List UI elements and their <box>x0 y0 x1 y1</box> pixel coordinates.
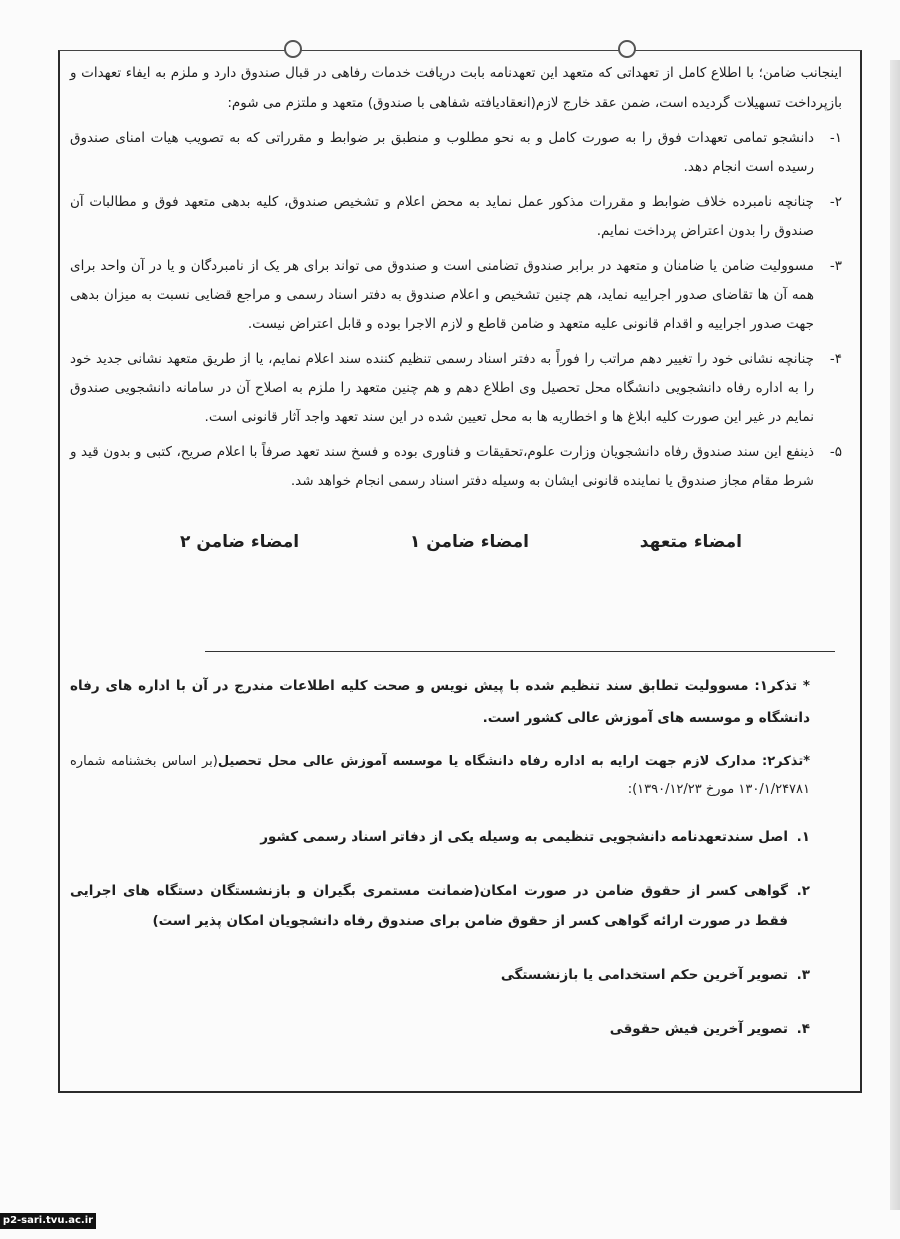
intro-paragraph: اینجانب ضامن؛ با اطلاع کامل از تعهداتی که متعهد این تعهدنامه بابت دریافت خدمات رفاهی در قبال صندوق دارد و ملزم به ایفاء تعهدات و بازپرداخت تسهیلات گردیده است، ضمن عقد خارج لازم(انعقادیافته شفاهی با صندوق) متعهد و ملتزم می شوم: <box>70 65 842 111</box>
note-2-heading: *تذکر۲: مدارک لازم جهت ارایه به اداره رفاه دانشگاه یا موسسه آموزش عالی محل تحصیل <box>217 754 810 769</box>
item-text: اصل سندتعهدنامه دانشجویی تنظیمی به وسیله یکی از دفاتر اسناد رسمی کشور <box>260 829 788 845</box>
clause-text: چنانچه نشانی خود را تغییر دهم مراتب را فوراً به دفتر اسناد رسمی تنظیم کننده سند اعلام نمایم، یا از طریق متعهد نشانی جدید خود را به اداره رفاه دانشجویی دانشگاه محل تحصیل وی اطلاع دهم و هم چنین متعهد را ملزم به اصلاح آن در سامانه دانشجویی صندوق نمایم در غیر این صورت کلیه ابلاغ ها و اخطاریه ها به محل تعیین شده در این سند تعهد واجد آثار قانونی است. <box>70 351 814 425</box>
clause-2 <box>70 188 842 246</box>
note-1: * تذکر۱: مسوولیت تطابق سند تنظیم شده با پیش نویس و صحت کلیه اطلاعات مندرج در آن با اداره های رفاه دانشگاه و موسسه های آموزش عالی کشور است. <box>70 678 810 726</box>
obligor-signature-label: امضاء متعهد <box>639 532 742 552</box>
required-document-3 <box>70 960 810 990</box>
item-text: تصویر آخرین فیش حقوقی <box>609 1021 788 1037</box>
guarantor-commitment-text <box>70 58 842 552</box>
clause-3 <box>70 252 842 339</box>
punch-hole <box>284 40 302 58</box>
clause-number: ۵- <box>829 444 842 460</box>
item-text: گواهی کسر از حقوق ضامن در صورت امکان(ضمانت مستمری بگیران و بازنشستگان دستگاه های اجرایی فقط در صورت ارائه گواهی کسر از حقوق ضامن برای صندوق رفاه دانشجویان امکان پذیر است) <box>70 883 788 929</box>
item-number: ۱. <box>796 829 810 845</box>
clause-number: ۳- <box>829 258 842 274</box>
guarantor2-signature-label: امضاء ضامن ۲ <box>180 532 300 552</box>
item-number: ۲. <box>796 883 810 899</box>
guarantor1-signature-label: امضاء ضامن ۱ <box>409 532 529 552</box>
page-fold-shadow <box>890 60 900 1210</box>
clause-4 <box>70 345 842 432</box>
clause-text: ذینفع این سند صندوق رفاه دانشجویان وزارت علوم،تحقیقات و فناوری بوده و فسخ سند تعهد صرفاً با اعلام صریح، کتبی و بدون قید و شرط مقام مجاز صندوق یا نماینده قانونی ایشان به وسیله دفتر اسناد رسمی انجام خواهد شد. <box>70 444 814 489</box>
clause-number: ۱- <box>829 130 842 146</box>
clause-text: مسوولیت ضامن یا ضامنان و متعهد در برابر صندوق تضامنی است و صندوق می تواند برای هر یک از نامبردگان و یا در آن واحد برای همه آن ها تقاضای صدور اجراییه نماید، هم چنین تشخیص و اعلام صندوق به دفتر اسناد رسمی و مراجع قضایی نسبت به میزان بدهی جهت صدور اجراییه و اقدام قانونی علیه متعهد و ضامن قاطع و لازم الاجرا بوده و قابل اعتراض نیست. <box>70 258 814 332</box>
item-number: ۴. <box>796 1021 810 1037</box>
item-number: ۳. <box>796 967 810 983</box>
clause-number: ۲- <box>829 194 842 210</box>
required-document-2 <box>70 876 810 936</box>
item-text: تصویر آخرین حکم استخدامی یا بازنشستگی <box>500 967 788 983</box>
site-watermark: p2-sari.tvu.ac.ir <box>0 1213 96 1229</box>
clause-text: دانشجو تمامی تعهدات فوق را به صورت کامل و به نحو مطلوب و منطبق بر ضوابط و مقرراتی که به تصویب هیات امنای صندوق رسیده است انجام دهد. <box>70 130 814 175</box>
required-document-4 <box>70 1014 810 1044</box>
clause-number: ۴- <box>829 351 842 367</box>
notes-section <box>70 664 810 1044</box>
note-2-reference: (بر اساس بخشنامه شماره ۱۳۰/۱/۲۴۷۸۱ مورخ ۱۳۹۰/۱۲/۲۳): <box>70 754 810 797</box>
section-divider <box>205 651 835 652</box>
required-document-1 <box>70 822 810 852</box>
clause-5 <box>70 438 842 496</box>
clause-1 <box>70 124 842 182</box>
clause-text: چنانچه نامبرده خلاف ضوابط و مقررات مذکور عمل نماید به محض اعلام و تشخیص صندوق، کلیه بدهی متعهد فوق و مطالبات آن صندوق را بدون اعتراض پرداخت نمایم. <box>70 194 814 239</box>
note-2 <box>70 748 810 804</box>
punch-hole <box>618 40 636 58</box>
signature-row <box>70 532 842 552</box>
